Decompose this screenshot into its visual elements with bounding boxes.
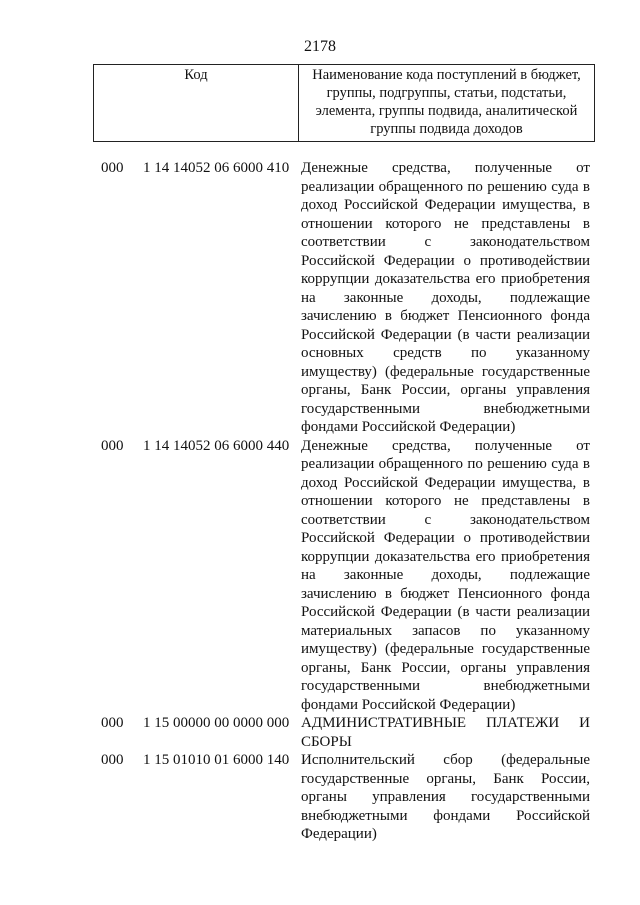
table-header-row xyxy=(94,65,595,142)
revenue-description: Исполнительский сбор (федеральные государственные органы, Банк России, органы управления государственными внебюджетными фондами Российской Федерации) xyxy=(301,752,590,842)
table-header xyxy=(93,64,595,142)
revenue-description: Денежные средства, полученные от реализации обращенного по решению суда в доход Российской Федерации имущества, в отношении которого не представлены в соответствии с законодательством Российской Федерации о противодействии коррупции доказательства его приобретения на законные доходы, подлежащие зачислению в бюджет Пенсионного фонда Российской Федерации (в части реализации материальных запасов по указанному имуществу) (федеральные государственные органы, Банк России, органы управления государственными внебюджетными фондами Российской Федерации) xyxy=(301,437,590,713)
admin-code: 000 xyxy=(101,160,124,176)
header-name-label: Наименование кода поступлений в бюджет, группы, подгруппы, статьи, подстатьи, элемента, группы подвида, аналитической группы подвида доходов xyxy=(299,65,595,142)
admin-code: 000 xyxy=(101,715,124,731)
admin-code: 000 xyxy=(101,437,124,454)
revenue-description: Денежные средства, полученные от реализации обращенного по решению суда в доход Российской Федерации имущества, в отношении которого не представлены в соответствии с законодательством Российской Федерации о противодействии коррупции доказательства его приобретения на законные доходы, подлежащие зачислению в бюджет Пенсионного фонда Российской Федерации (в части реализации основных средств по указанному имуществу) (федеральные государственные органы, Банк России, органы управления государственными внебюджетными фондами Российской Федерации) xyxy=(301,160,590,435)
page-number: 2178 xyxy=(304,38,336,55)
revenue-code: 1 14 14052 06 6000 440 xyxy=(143,437,290,454)
revenue-description: АДМИНИСТРАТИВНЫЕ ПЛАТЕЖИ И СБОРЫ xyxy=(301,715,590,750)
table-row xyxy=(101,714,593,751)
revenue-code: 1 14 14052 06 6000 410 xyxy=(143,160,290,176)
revenue-code: 1 15 01010 01 6000 140 xyxy=(143,752,290,768)
header-code-label: Код xyxy=(94,65,299,142)
entries-list xyxy=(101,159,593,844)
table-row xyxy=(101,159,593,437)
table-row xyxy=(101,437,593,715)
revenue-code: 1 15 00000 00 0000 000 xyxy=(143,715,290,731)
admin-code: 000 xyxy=(101,752,124,768)
table-row xyxy=(101,751,593,844)
